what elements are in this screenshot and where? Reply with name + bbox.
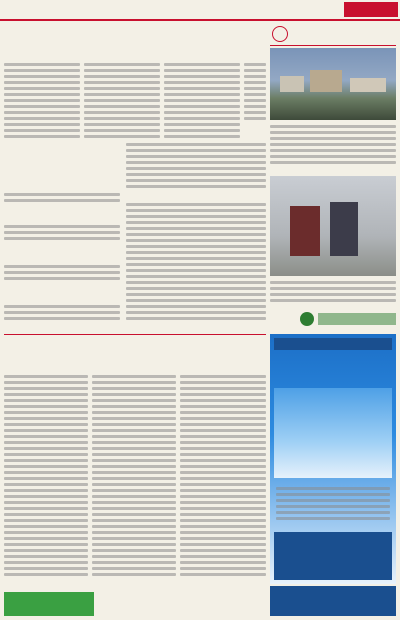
footer-ad: [4, 592, 94, 616]
photo-building: [280, 76, 304, 92]
ad-bottom-panel: [274, 532, 392, 580]
bottom-subhead: [4, 360, 266, 370]
section-label: [196, 2, 246, 16]
middle-text: [126, 200, 266, 330]
travel-advertisement: [270, 334, 396, 584]
bottom-article-col-1: [4, 372, 88, 590]
left-item-title: [4, 292, 120, 302]
main-headline: [4, 24, 266, 58]
left-item-body: [4, 302, 120, 330]
bottom-article-col-3: [180, 372, 266, 590]
ad-copy: [276, 484, 390, 528]
left-column: [4, 180, 120, 330]
deck-text: [126, 140, 266, 200]
footer-ad-title: [8, 597, 90, 611]
footer-label: [100, 596, 266, 612]
photo-figure: [290, 206, 320, 256]
ad-top-banner: [274, 338, 392, 350]
photo-building: [350, 78, 386, 92]
event-photo-caption: [270, 278, 396, 308]
left-item-body: [4, 222, 120, 250]
photo-figure: [330, 202, 358, 256]
sub-headline: [4, 140, 124, 176]
page-header: [0, 0, 400, 20]
sponsor-logo-strip: [300, 310, 396, 328]
left-item-title: [4, 252, 120, 262]
badge-icon: [272, 26, 288, 42]
townscape-photo: [270, 48, 396, 120]
masthead-logo: [344, 2, 398, 17]
sponsor-logo-text: [318, 313, 396, 325]
header-rule: [0, 19, 400, 21]
intro-text-col-4: [244, 60, 266, 140]
side-column-title: [292, 27, 392, 43]
intro-text-col-1: [4, 60, 80, 140]
photo-caption: [270, 122, 396, 172]
sponsor-logo-icon: [300, 312, 314, 326]
section-divider: [4, 334, 266, 335]
left-item-title: [4, 212, 120, 222]
ad-sky-image: [274, 388, 392, 478]
bottom-article-col-2: [92, 372, 176, 590]
side-column-header: [270, 24, 396, 46]
sub-headline-box: [4, 140, 124, 176]
ad-subtitle: [274, 374, 392, 384]
left-item-body: [4, 190, 120, 210]
left-item-title: [4, 180, 120, 190]
photo-building: [310, 70, 342, 92]
intro-text-col-3: [164, 60, 240, 140]
ad-title: [274, 356, 392, 372]
ad-footer-strip: [270, 586, 396, 616]
event-photo: [270, 176, 396, 276]
left-item-body: [4, 262, 120, 290]
bottom-headline: [4, 338, 266, 358]
intro-text-col-2: [84, 60, 160, 140]
date-line: [4, 6, 154, 16]
